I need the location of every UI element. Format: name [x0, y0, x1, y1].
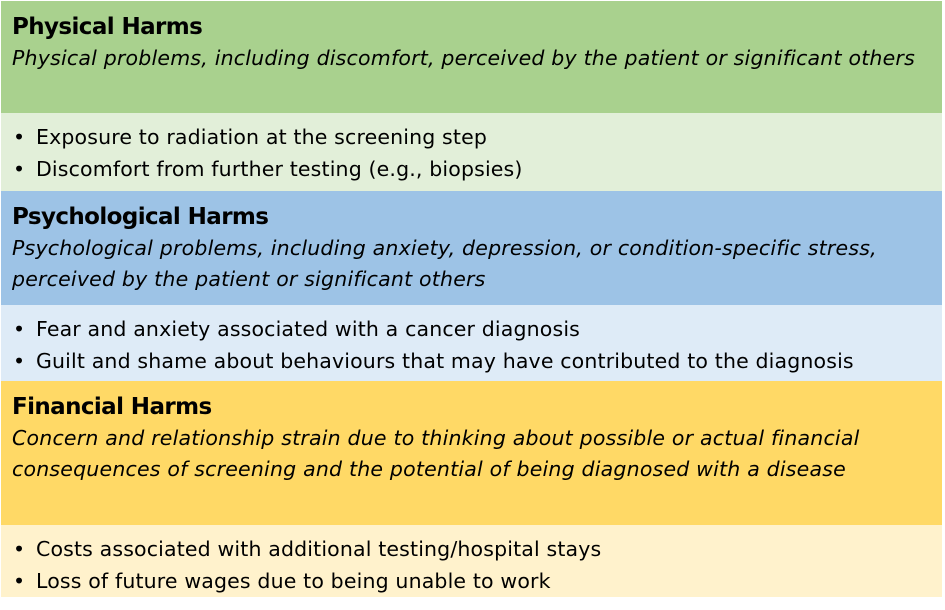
- psychological-harms-header: [1, 191, 942, 305]
- psychological-harms-list: [1, 305, 942, 377]
- financial-harms-list: [1, 525, 942, 597]
- list-item: • Fear and anxiety associated with a cancer diagnosis: [12, 313, 930, 345]
- list-item: • Costs associated with additional testing/hospital stays: [12, 533, 930, 565]
- list-item: • Exposure to radiation at the screening step: [12, 121, 930, 153]
- financial-harms-header: [1, 381, 942, 525]
- list-item: • Discomfort from further testing (e.g., biopsies): [12, 153, 930, 185]
- physical-harms-body: [1, 113, 942, 191]
- financial-harms-description: Concern and relationship strain due to thinking about possible or actual financial consequences of screening and the potential of being diagnosed with a disease: [12, 426, 860, 481]
- financial-harms-body: [1, 525, 942, 597]
- psychological-harms-description: Psychological problems, including anxiety, depression, or condition-specific stress, perceived by the patient or significant others: [12, 236, 877, 291]
- physical-harms-description: Physical problems, including discomfort, perceived by the patient or significant others: [12, 46, 915, 70]
- list-item: • Guilt and shame about behaviours that may have contributed to the diagnosis: [12, 345, 930, 377]
- physical-harms-list: [1, 113, 942, 185]
- physical-harms-header: [1, 1, 942, 113]
- financial-harms-title: Financial Harms: [12, 394, 212, 420]
- psychological-harms-body: [1, 305, 942, 381]
- list-item: • Loss of future wages due to being unable to work: [12, 565, 930, 597]
- psychological-harms-title: Psychological Harms: [12, 204, 269, 230]
- harms-table: [1, 1, 942, 597]
- physical-harms-title: Physical Harms: [12, 14, 203, 40]
